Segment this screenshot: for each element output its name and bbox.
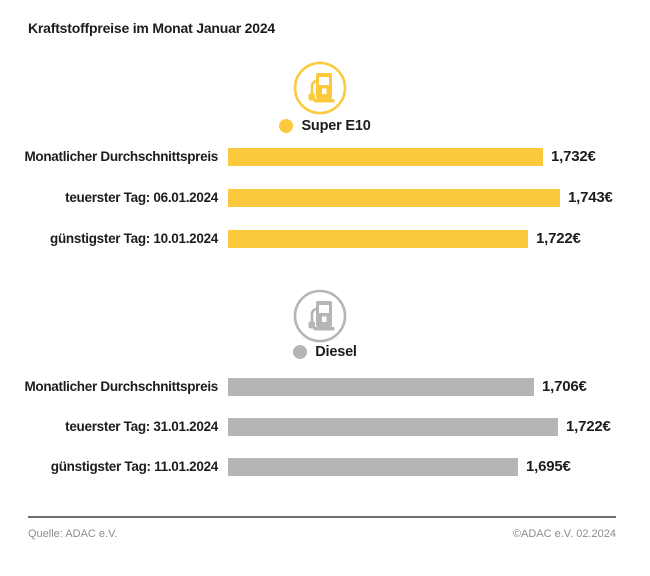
legend-diesel: [0, 344, 650, 360]
legend-label-diesel: Diesel: [315, 344, 357, 360]
bar-row-diesel-average: [0, 378, 650, 396]
footer-copyright: ©ADAC e.V. 02.2024: [512, 528, 616, 540]
fuel-pump-icon: [292, 60, 348, 116]
legend-dot-diesel: [293, 345, 307, 359]
bar-row-e10-average: [0, 148, 650, 166]
footer-divider: [28, 516, 616, 518]
bar-value-diesel-min-day: 1,695€: [526, 458, 571, 475]
fuel-pump-badge-super-e10: [292, 60, 348, 116]
page-title: Kraftstoffpreise im Monat Januar 2024: [28, 20, 276, 36]
bar-value-e10-max-day: 1,743€: [568, 189, 613, 206]
bar-label-diesel-average: Monatlicher Durchschnittspreis: [24, 379, 218, 394]
bar-row-e10-min-day: [0, 230, 650, 248]
bar-label-diesel-max-day: teuerster Tag: 31.01.2024: [65, 419, 218, 434]
bar-row-diesel-min-day: [0, 458, 650, 476]
bar-diesel-max-day: [228, 418, 558, 436]
bar-row-diesel-max-day: [0, 418, 650, 436]
fuel-pump-icon: [292, 288, 348, 344]
bar-e10-max-day: [228, 189, 560, 207]
bar-diesel-min-day: [228, 458, 518, 476]
bar-label-e10-average: Monatlicher Durchschnittspreis: [24, 149, 218, 164]
bar-value-diesel-max-day: 1,722€: [566, 418, 611, 435]
footer-source: Quelle: ADAC e.V.: [28, 528, 118, 540]
bar-value-e10-average: 1,732€: [551, 148, 596, 165]
legend-super-e10: [0, 118, 650, 134]
bar-diesel-average: [228, 378, 534, 396]
bar-value-e10-min-day: 1,722€: [536, 230, 581, 247]
bar-label-e10-max-day: teuerster Tag: 06.01.2024: [65, 190, 218, 205]
bar-value-diesel-average: 1,706€: [542, 378, 587, 395]
legend-label-super-e10: Super E10: [301, 118, 371, 134]
bar-label-diesel-min-day: günstigster Tag: 11.01.2024: [50, 459, 218, 474]
bar-label-e10-min-day: günstigster Tag: 10.01.2024: [50, 231, 218, 246]
legend-dot-super-e10: [279, 119, 293, 133]
fuel-pump-badge-diesel: [292, 288, 348, 344]
bar-e10-average: [228, 148, 543, 166]
bar-row-e10-max-day: [0, 189, 650, 207]
bar-e10-min-day: [228, 230, 528, 248]
